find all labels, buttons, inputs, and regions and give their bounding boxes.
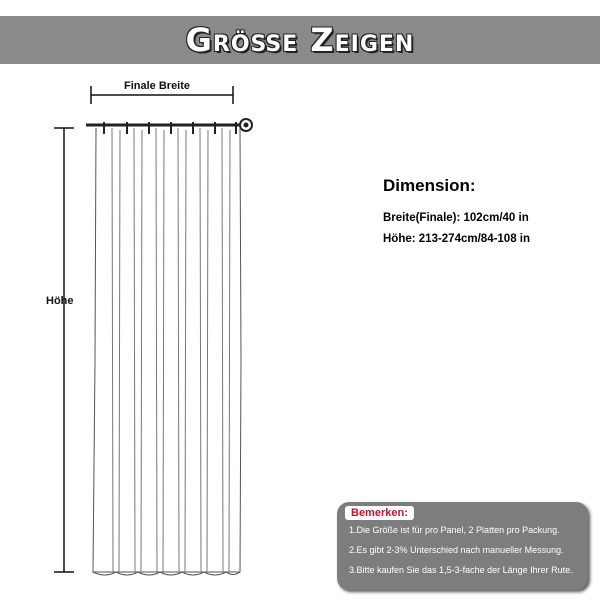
curtain-rod <box>86 119 252 131</box>
note-item: 3.Bitte kaufen Sie das 1,5-3-fache der Länge Ihrer Rute. <box>349 565 573 575</box>
dimension-title: Dimension: <box>383 176 476 195</box>
page-title: Größe Zeigen <box>185 21 415 59</box>
width-label: Finale Breite <box>124 80 191 92</box>
curtain-panel <box>93 128 241 575</box>
height-dimension-line <box>54 128 74 572</box>
notes-title: Bemerken: <box>345 506 414 520</box>
notes-box <box>337 502 588 590</box>
note-item: 1.Die Größe ist für pro Panel, 2 Platten pro Packung. <box>349 525 560 535</box>
height-spec: Höhe: 213-274cm/84-108 in <box>383 233 531 245</box>
width-spec: Breite(Finale): 102cm/40 in <box>383 212 529 224</box>
height-label: Höhe <box>46 295 74 307</box>
note-item: 2.Es gibt 2-3% Unterschied nach manueller Messung. <box>349 545 564 555</box>
